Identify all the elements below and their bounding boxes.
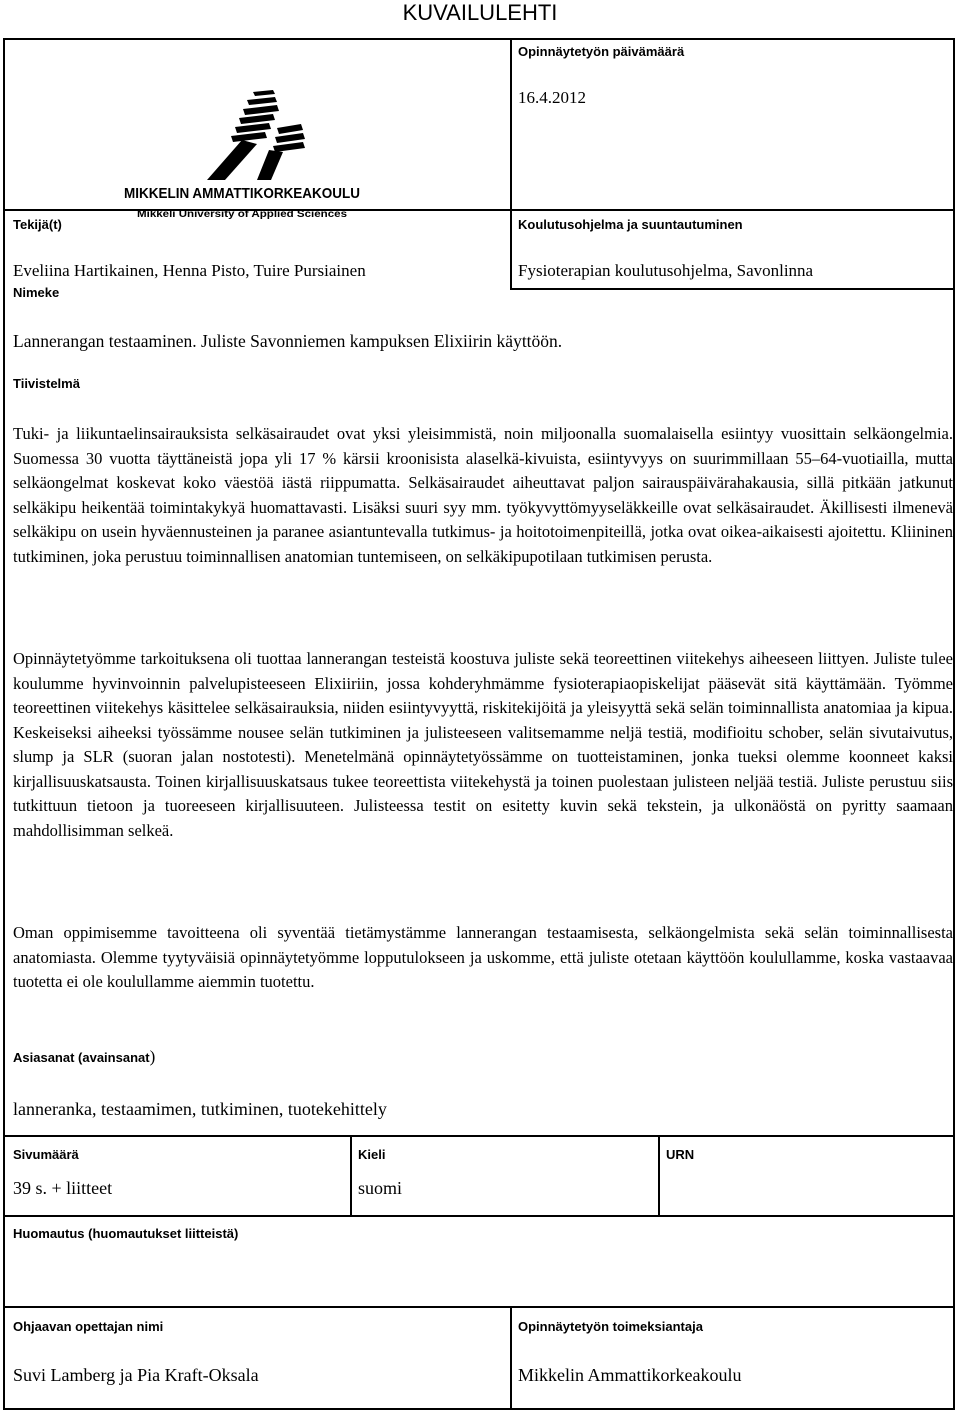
abstract-paragraph: Oman oppimisemme tavoitteena oli syventää tietämystämme lannerangan testaamisesta, selkäongelmista sekä selän toiminnallisesta anatomiasta. Olemme tyytyväisiä opinnäytetyömme lopputulokseen ja uskomme, että juliste otetaan käyttöön koulullamme, koska vastaavaa tuotetta ei ole koulullamme aiemmin tuotettu.: [13, 923, 953, 991]
language-label: Kieli: [358, 1147, 386, 1162]
program-value: Fysioterapian koulutusohjelma, Savonlinna: [518, 261, 814, 280]
thesis-title-label: Nimeke: [13, 285, 60, 300]
pages-value: 39 s. + liitteet: [13, 1178, 113, 1198]
urn-label: URN: [666, 1147, 695, 1162]
notes-label: Huomautus (huomautukset liitteistä): [13, 1226, 239, 1241]
keywords-label-text: Asiasanat (avainsanat: [13, 1050, 150, 1065]
abstract-paragraph: Opinnäytetyömme tarkoituksena oli tuottaa lannerangan testeistä koostuva juliste sekä teoreettinen viitekehys aiheeseen liittyen. Juliste tulee koulumme hyvinvoinnin palvelupisteeseen Elixiiriin, jossa kohderyhmämme fysioterapiaopiskelijat pääsevät sitä käyttämään. Työmme teoreettinen viitekehys käsittelee selkäsairauksia, niiden esiintyvyyttä, riskitekijöitä ja yleisyyttä sekä selän toiminnallista anatomiaa ja kipua. Keskeiseksi aiheeksi työssämme nousee selän tutkiminen ja julisteeseen valitsemamme neljä testiä, modifioitu schober, selän sivutaivutus, slump ja SLR (suoran jalan nostotesti). Menetelmänä opinnäytetyössämme on tuotteistaminen, jonka tueksi olemme koonneet kaksi kirjallisuuskatsausta. Toinen kirjallisuuskatsaus tukee teoreettista viitekehystä ja toinen puolestaan julisteen neljää testiä. Juliste perustuu siis tutkittuun tietoon ja tuoreeseen kirjallisuuteen. Julisteessa testit on esitetty kuvin sekä tekstein, ja ulkonäöstä on pyritty saamaan mahdollisimman selkeä.: [13, 649, 953, 840]
divider: [658, 1135, 660, 1215]
thesis-title-value: Lannerangan testaaminen. Juliste Savonniemen kampuksen Elixiirin käyttöön.: [13, 331, 563, 351]
supervisor-value: Suvi Lamberg ja Pia Kraft-Oksala: [13, 1365, 259, 1385]
keywords-value: lanneranka, testaamimen, tutkiminen, tuotekehittely: [13, 1099, 387, 1119]
commissioner-label: Opinnäytetyön toimeksiantaja: [518, 1319, 703, 1334]
document-title: KUVAILULEHTI: [402, 0, 558, 25]
authors-label: Tekijä(t): [13, 217, 62, 232]
supervisor-label: Ohjaavan opettajan nimi: [13, 1319, 164, 1334]
commissioner-value: Mikkelin Ammattikorkeakoulu: [518, 1365, 742, 1385]
divider: [5, 1306, 953, 1308]
divider: [510, 1306, 512, 1410]
date-value: 16.4.2012: [518, 88, 586, 107]
school-logo: [117, 80, 367, 230]
divider: [350, 1135, 352, 1215]
logo-subtitle: Mikkeli University of Applied Sciences: [137, 209, 348, 220]
language-value: suomi: [358, 1178, 403, 1198]
divider: [510, 209, 512, 288]
divider: [5, 1135, 953, 1137]
keywords-label: [13, 1049, 155, 1066]
divider: [510, 40, 512, 209]
pages-label: Sivumäärä: [13, 1147, 79, 1162]
logo-name: MIKKELIN AMMATTIKORKEAKOULU: [124, 185, 360, 202]
date-label: Opinnäytetyön päivämäärä: [518, 44, 685, 59]
abstract-label: Tiivistelmä: [13, 376, 80, 391]
abstract-paragraph: Tuki- ja liikuntaelinsairauksista selkäsairaudet ovat yksi yleisimmistä, noin miljoonalla suomalaisella esiintyy vuosittain selkäongelmia. Suomessa 30 vuotta täyttäneistä jopa yli 17 % kärsii kroonisista alaselkä-kivuista, esiintyvyys on suurimmillaan 55–64-vuotiailla, mutta selkäongelmat koskevat koko väestöä iästä riippumatta. Selkäsairaudet aiheuttavat paljon sairauspäivärahakausia, sillä pitkään jatkunut selkäkipu heikentää toimintakykyä huomattavasti. Lisäksi suuri syy mm. työkyvyttömyyseläkkeille ovat selkäsairaudet. Äkillisesti ilmenevä selkäkipu on usein hyväennusteinen ja paranee asiantuntevalla tutkimus- ja hoitotoimenpiteillä, jotka ovat oikea-aikaisesti ajoitettu. Kliininen tutkiminen, joka perustuu toiminnallisen anatomian tuntemiseen, on selkäkipupotilaan tutkimisen perusta.: [13, 424, 953, 566]
program-label: Koulutusohjelma ja suuntautuminen: [518, 217, 743, 232]
authors-value: Eveliina Hartikainen, Henna Pisto, Tuire Pursiainen: [13, 261, 366, 280]
description-form: [3, 38, 955, 1410]
mamk-logo-icon: [117, 80, 367, 230]
keywords-label-paren: ): [149, 1047, 156, 1066]
divider: [510, 288, 953, 290]
divider: [5, 1215, 953, 1217]
